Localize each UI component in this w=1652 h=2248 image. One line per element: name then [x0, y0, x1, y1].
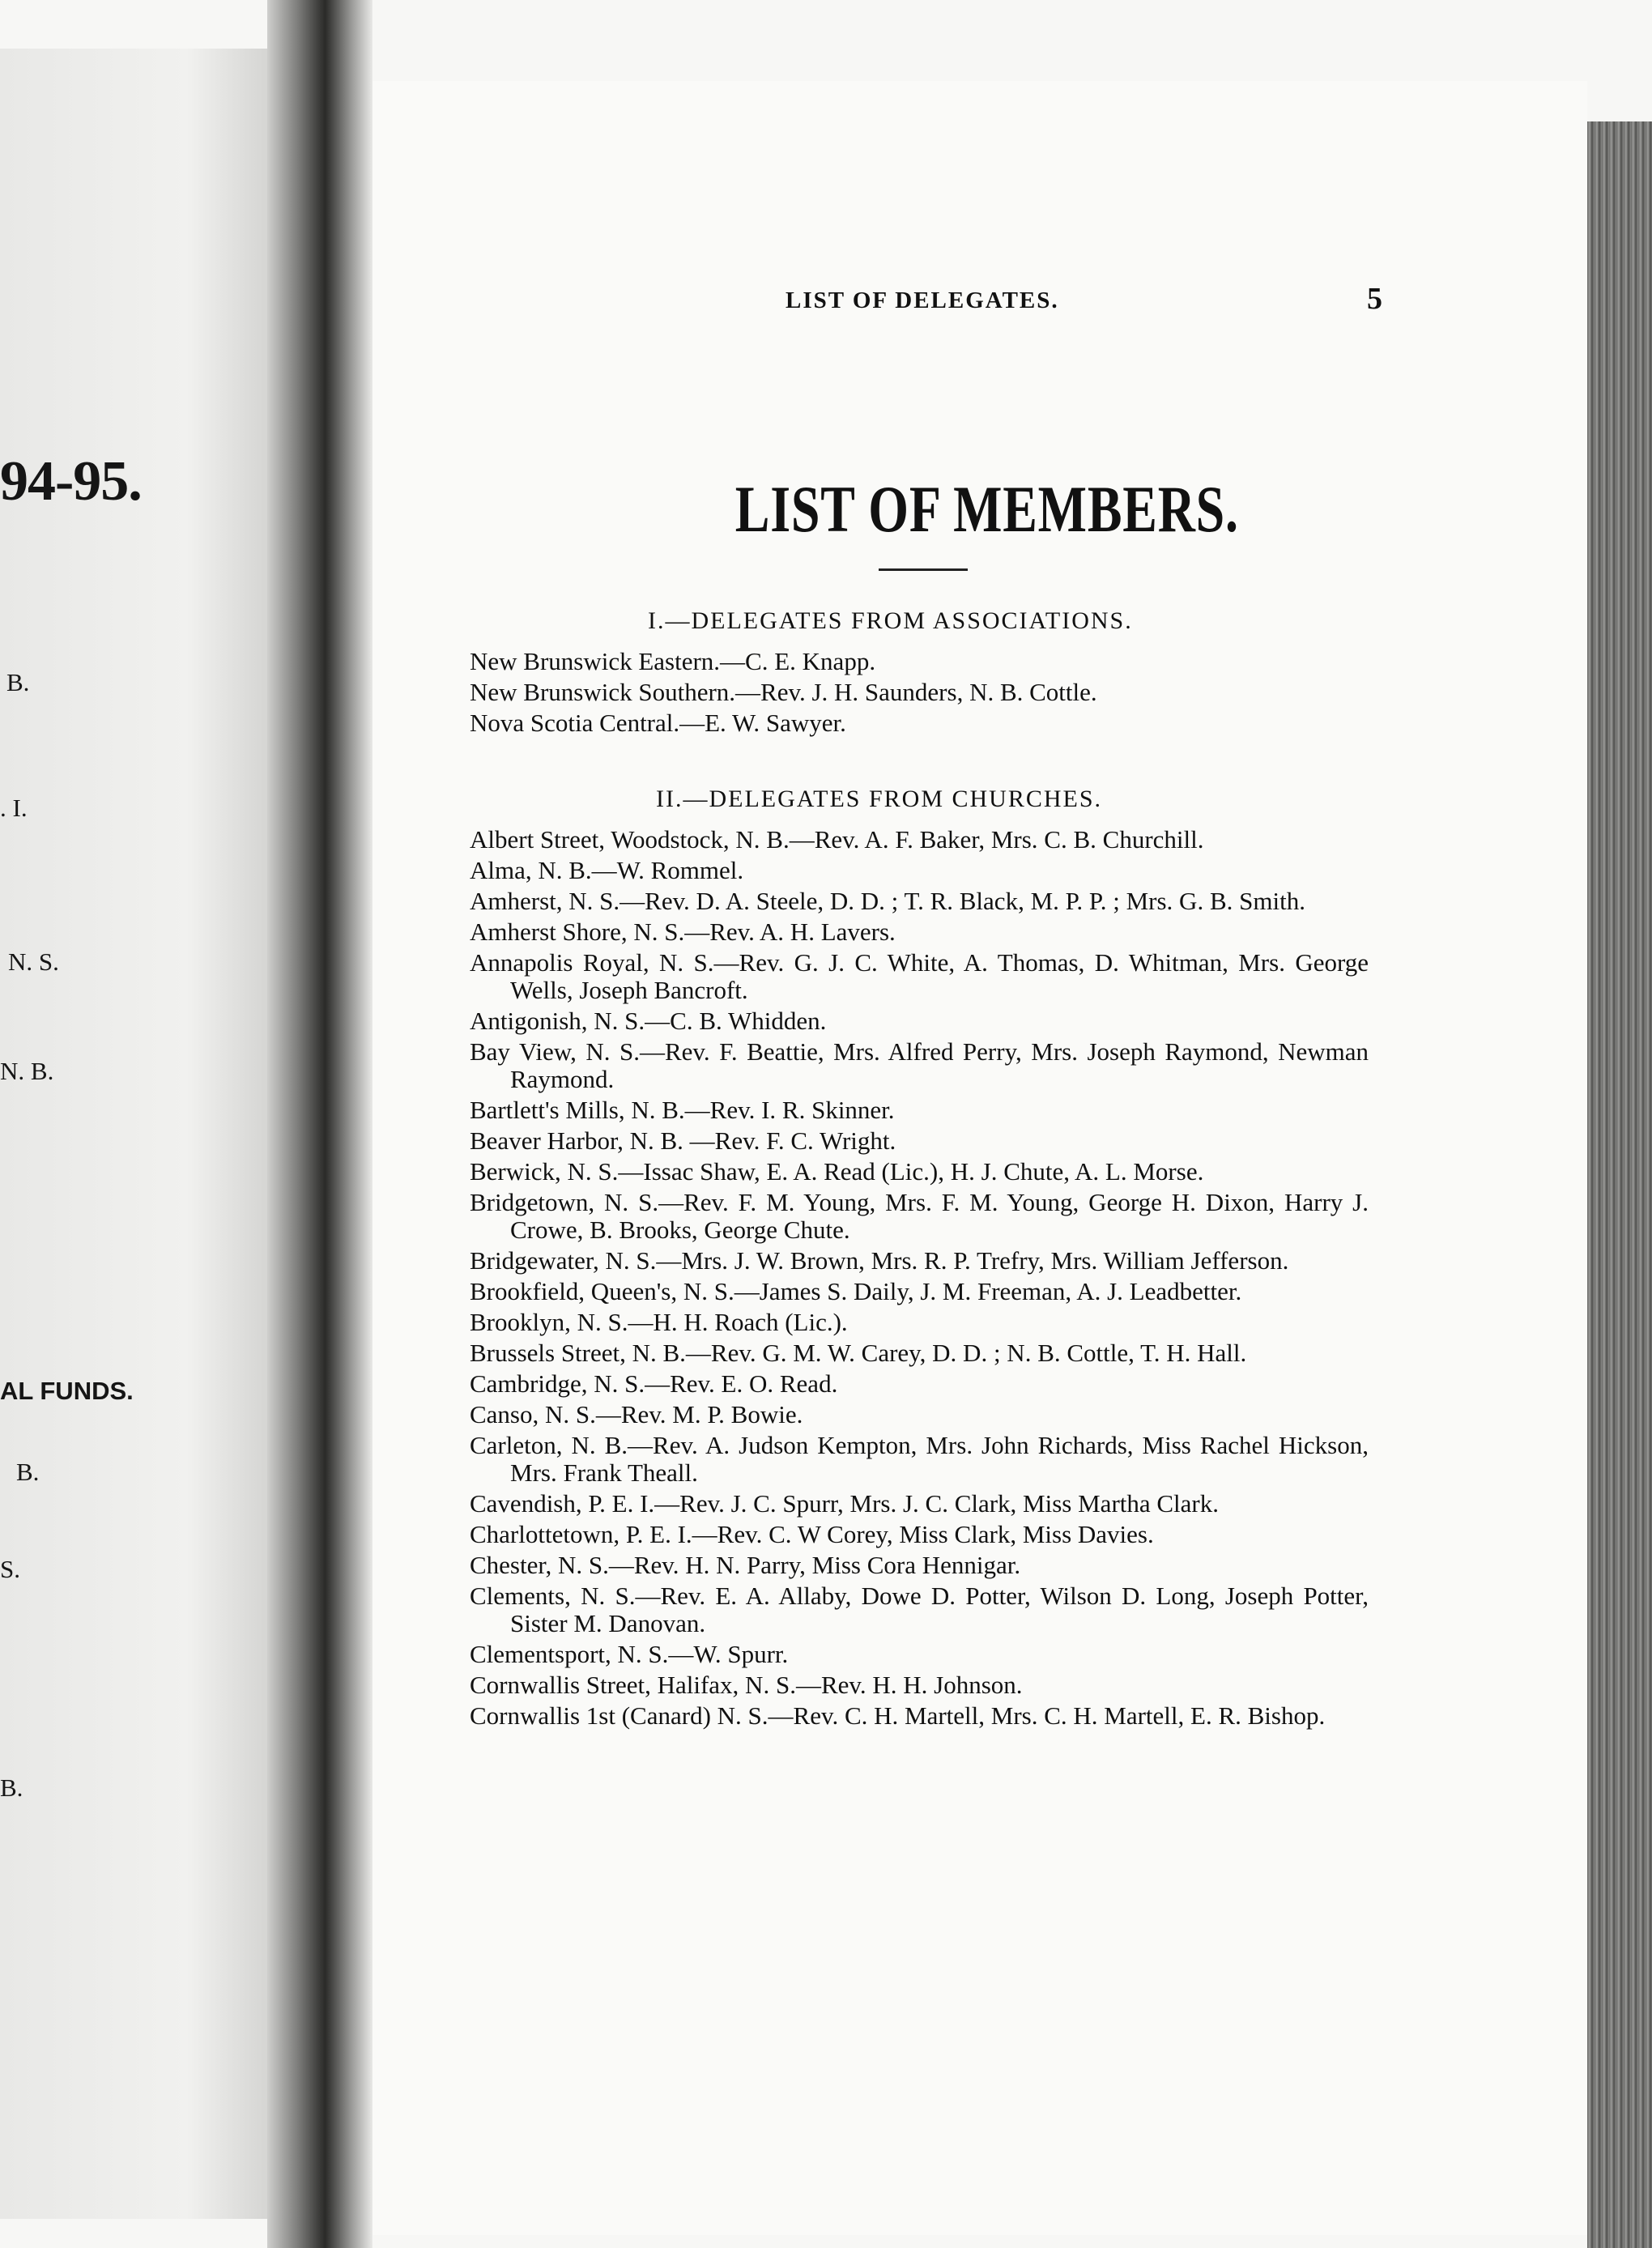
list-item: Clements, N. S.—Rev. E. A. Allaby, Dowe D. Potter, Wilson D. Long, Joseph Potter, Sister M. Danovan.	[470, 1582, 1369, 1637]
list-item: Antigonish, N. S.—C. B. Whidden.	[470, 1007, 827, 1035]
list-item: Amherst, N. S.—Rev. D. A. Steele, D. D. ; T. R. Black, M. P. P. ; Mrs. G. B. Smith.	[470, 887, 1305, 915]
page-edges	[1587, 121, 1652, 2248]
book-gutter	[267, 0, 373, 2248]
list-item: New Brunswick Eastern.—C. E. Knapp.	[470, 647, 876, 675]
list-item: Chester, N. S.—Rev. H. N. Parry, Miss Cora Hennigar.	[470, 1551, 1021, 1579]
list-item: Bridgewater, N. S.—Mrs. J. W. Brown, Mrs. R. P. Trefry, Mrs. William Jefferson.	[470, 1246, 1289, 1275]
page-title: LIST OF MEMBERS.	[734, 472, 1239, 546]
list-item: Brookfield, Queen's, N. S.—James S. Daily, J. M. Freeman, A. J. Leadbetter.	[470, 1277, 1242, 1305]
section-heading-associations: I.—DELEGATES FROM ASSOCIATIONS.	[648, 607, 1133, 634]
list-item: Charlottetown, P. E. I.—Rev. C. W Corey, Miss Clark, Miss Davies.	[470, 1520, 1154, 1548]
churches-list	[470, 826, 1369, 1733]
left-page-fragment: B.	[16, 1458, 40, 1486]
list-item: Clementsport, N. S.—W. Spurr.	[470, 1640, 789, 1668]
left-page-fragment: . I.	[0, 794, 28, 822]
list-item: Beaver Harbor, N. B. —Rev. F. C. Wright.	[470, 1126, 896, 1155]
left-page-fragment: B.	[0, 1773, 23, 1802]
section-heading-churches: II.—DELEGATES FROM CHURCHES.	[656, 786, 1103, 812]
left-page-fragment: S.	[0, 1555, 20, 1583]
associations-list	[470, 648, 1369, 740]
left-page-fragment: N. B.	[0, 1057, 54, 1085]
list-item: New Brunswick Southern.—Rev. J. H. Saunders, N. B. Cottle.	[470, 678, 1097, 706]
running-head	[373, 282, 1587, 328]
list-item: Bay View, N. S.—Rev. F. Beattie, Mrs. Alfred Perry, Mrs. Joseph Raymond, Newman Raymond.	[470, 1037, 1369, 1093]
list-item: Bartlett's Mills, N. B.—Rev. I. R. Skinner.	[470, 1096, 895, 1124]
left-page-fragment-year: 94-95.	[0, 450, 142, 513]
list-item: Canso, N. S.—Rev. M. P. Bowie.	[470, 1400, 803, 1428]
left-page-fragment: N. S.	[8, 947, 59, 976]
list-item: Cornwallis Street, Halifax, N. S.—Rev. H. H. Johnson.	[470, 1671, 1023, 1699]
list-item: Carleton, N. B.—Rev. A. Judson Kempton, Mrs. John Richards, Miss Rachel Hickson, Mrs. Frank Theall.	[470, 1431, 1369, 1487]
list-item: Brussels Street, N. B.—Rev. G. M. W. Carey, D. D. ; N. B. Cottle, T. H. Hall.	[470, 1339, 1247, 1367]
facing-page	[0, 49, 267, 2219]
list-item: Amherst Shore, N. S.—Rev. A. H. Lavers.	[470, 918, 896, 946]
document-page	[373, 81, 1587, 2235]
list-item: Cavendish, P. E. I.—Rev. J. C. Spurr, Mrs. J. C. Clark, Miss Martha Clark.	[470, 1489, 1220, 1518]
left-page-fragment-funds: AL FUNDS.	[0, 1377, 134, 1405]
list-item: Brooklyn, N. S.—H. H. Roach (Lic.).	[470, 1308, 848, 1336]
list-item: Annapolis Royal, N. S.—Rev. G. J. C. White, A. Thomas, D. Whitman, Mrs. George Wells, Joseph Bancroft.	[470, 948, 1369, 1004]
list-item: Berwick, N. S.—Issac Shaw, E. A. Read (Lic.), H. J. Chute, A. L. Morse.	[470, 1157, 1204, 1186]
list-item: Bridgetown, N. S.—Rev. F. M. Young, Mrs. F. M. Young, George H. Dixon, Harry J. Crowe, B. Brooks, George Chute.	[470, 1188, 1369, 1244]
title-rule	[879, 568, 968, 571]
page-number: 5	[1367, 282, 1382, 316]
running-title: LIST OF DELEGATES.	[786, 287, 1059, 313]
list-item: Albert Street, Woodstock, N. B.—Rev. A. F. Baker, Mrs. C. B. Churchill.	[470, 825, 1204, 854]
list-item: Nova Scotia Central.—E. W. Sawyer.	[470, 709, 846, 737]
list-item: Cornwallis 1st (Canard) N. S.—Rev. C. H. Martell, Mrs. C. H. Martell, E. R. Bishop.	[470, 1701, 1326, 1730]
left-page-fragment: B.	[6, 668, 30, 696]
list-item: Cambridge, N. S.—Rev. E. O. Read.	[470, 1369, 838, 1398]
list-item: Alma, N. B.—W. Rommel.	[470, 856, 744, 884]
